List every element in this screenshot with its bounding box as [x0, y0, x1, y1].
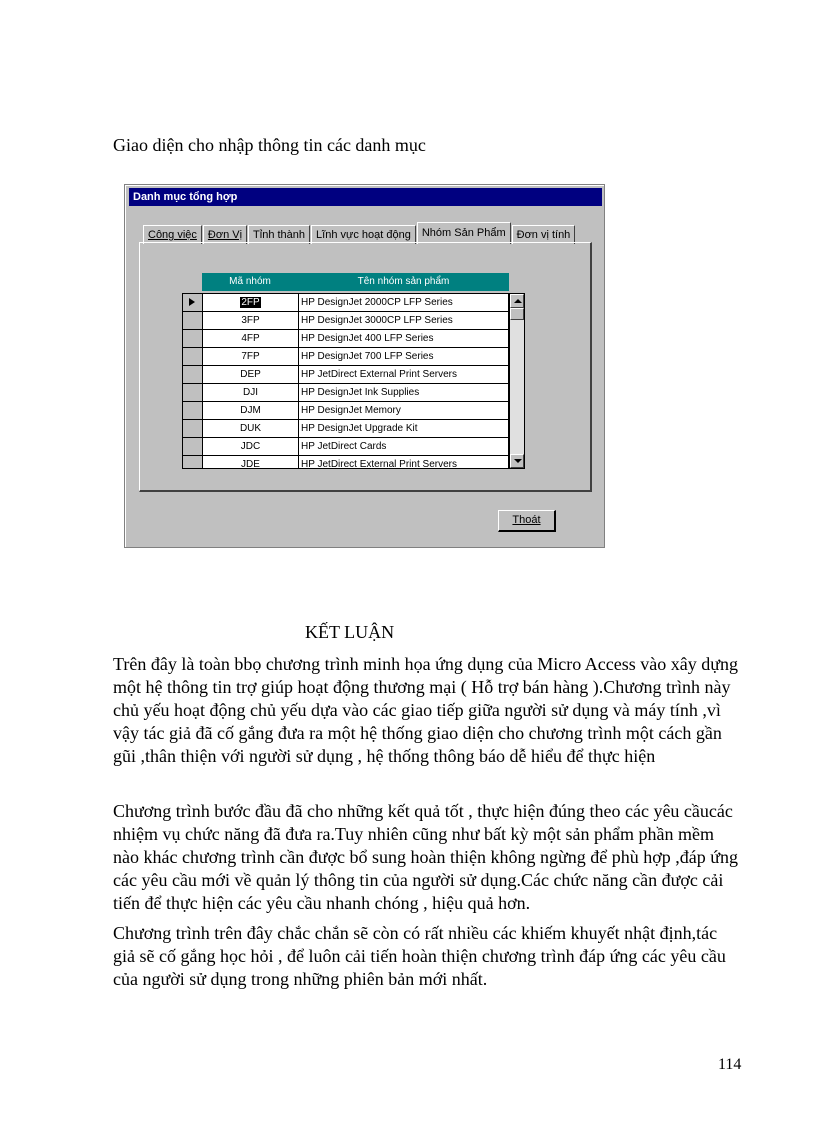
table-row[interactable]: [183, 330, 508, 348]
row-selector[interactable]: [183, 348, 203, 365]
tab-don-vi-tinh[interactable]: Đơn vị tính: [512, 225, 576, 244]
table-row[interactable]: [183, 348, 508, 366]
cell-name[interactable]: HP JetDirect External Print Servers: [301, 369, 457, 380]
row-selector[interactable]: [183, 420, 203, 437]
row-selector[interactable]: [183, 438, 203, 455]
cell-name[interactable]: HP DesignJet 2000CP LFP Series: [301, 297, 453, 308]
page-number: 114: [718, 1056, 742, 1073]
cell-name[interactable]: HP JetDirect External Print Servers: [301, 459, 457, 469]
tab-don-vi[interactable]: Đơn Vị: [203, 225, 247, 244]
cell-code[interactable]: 3FP: [203, 312, 299, 329]
cell-name[interactable]: HP DesignJet Ink Supplies: [301, 387, 420, 398]
table-row[interactable]: [183, 294, 508, 312]
cell-name[interactable]: HP DesignJet 400 LFP Series: [301, 333, 434, 344]
table-row[interactable]: [183, 384, 508, 402]
row-selector[interactable]: [183, 312, 203, 329]
tab-strip: [143, 222, 576, 242]
row-selector[interactable]: [183, 294, 203, 311]
paragraph-3: Chương trình trên đây chắc chắn sẽ còn có rất nhiều các khiếm khuyết nhật định,tác giả sẽ cố gắng học hỏi , để luôn cải tiến hoàn thiện chương trình đáp ứng các yêu cầu của người sử dụng trong những phiên bản mới nhất.: [113, 923, 726, 989]
cell-code[interactable]: JDC: [203, 438, 299, 455]
tab-tinh-thanh[interactable]: Tỉnh thành: [248, 225, 310, 244]
tab-cong-viec[interactable]: Công việc: [143, 225, 202, 244]
row-selector[interactable]: [183, 402, 203, 419]
scroll-thumb[interactable]: [510, 308, 524, 320]
paragraph-2: Chương trình bước đầu đã cho những kết quả tốt , thực hiện đúng theo các yêu cầucác nhiệm vụ chức năng đã đưa ra.Tuy nhiên cũng như bất kỳ một sản phẩm phần mềm nào khác chương trình cần được bổ sung hoàn thiện không ngừng để phù hợp ,đáp ứng các yêu cầu mới về quản lý thông tin của người sử dụng.Các chức năng cần được cải tiến để thực hiện các yêu cầu nhanh chóng , hiệu quả hơn.: [113, 801, 738, 913]
table-row[interactable]: [183, 366, 508, 384]
paragraph-1: Trên đây là toàn bbọ chương trình minh họa ứng dụng của Micro Access vào xây dựng một hệ thông tin trợ giúp hoạt động thương mại ( Hỗ trợ bán hàng ).Chương trình này chủ yếu hoạt động chủ yếu dựa vào các giao tiếp giữa người sử dụng và máy tính ,vì vậy tác giả đã cố gắng đưa ra một hệ thống giao diện cho chương trình một cách gần gũi ,thân thiện với người sử dụng , hệ thống thông báo dễ hiểu để thực hiện: [113, 654, 739, 766]
table-row[interactable]: [183, 420, 508, 438]
table-row[interactable]: [183, 312, 508, 330]
column-header-name[interactable]: Tên nhóm sản phẩm: [357, 276, 450, 287]
row-selector[interactable]: [183, 366, 203, 383]
table-row[interactable]: [183, 402, 508, 420]
cell-code[interactable]: 2FP: [203, 294, 299, 311]
tab-linh-vuc[interactable]: Lĩnh vực hoạt động: [311, 225, 416, 244]
figure-caption: Giao diện cho nhập thông tin các danh mục: [113, 135, 426, 155]
cell-code[interactable]: DJI: [203, 384, 299, 401]
grid-header: [202, 273, 509, 291]
app-window-screenshot: [124, 184, 605, 548]
tab-nhom-san-pham[interactable]: Nhóm Sản Phẩm: [417, 222, 511, 244]
cell-name[interactable]: HP DesignJet 3000CP LFP Series: [301, 315, 453, 326]
cell-code[interactable]: DUK: [203, 420, 299, 437]
row-selector[interactable]: [183, 330, 203, 347]
scroll-up-icon[interactable]: [510, 294, 524, 308]
cell-name[interactable]: HP DesignJet Memory: [301, 405, 401, 416]
cell-code[interactable]: JDE: [203, 456, 299, 469]
product-group-grid: [182, 273, 527, 470]
vertical-scrollbar[interactable]: [509, 293, 525, 469]
window-title: Danh mục tổng hợp: [129, 188, 602, 206]
section-heading: KẾT LUẬN: [305, 622, 395, 642]
cell-name[interactable]: HP JetDirect Cards: [301, 441, 387, 452]
cell-code[interactable]: DEP: [203, 366, 299, 383]
table-row[interactable]: [183, 456, 508, 469]
table-row[interactable]: [183, 438, 508, 456]
cell-name[interactable]: HP DesignJet 700 LFP Series: [301, 351, 434, 362]
exit-button[interactable]: Thoát: [498, 510, 556, 532]
column-header-code[interactable]: Mã nhóm: [229, 276, 271, 287]
cell-code[interactable]: 7FP: [203, 348, 299, 365]
cell-code[interactable]: DJM: [203, 402, 299, 419]
current-row-icon: [189, 298, 195, 306]
scroll-down-icon[interactable]: [510, 454, 524, 468]
cell-code[interactable]: 4FP: [203, 330, 299, 347]
cell-name[interactable]: HP DesignJet Upgrade Kit: [301, 423, 418, 434]
row-selector[interactable]: [183, 456, 203, 469]
row-selector[interactable]: [183, 384, 203, 401]
grid-rows: [182, 293, 509, 469]
